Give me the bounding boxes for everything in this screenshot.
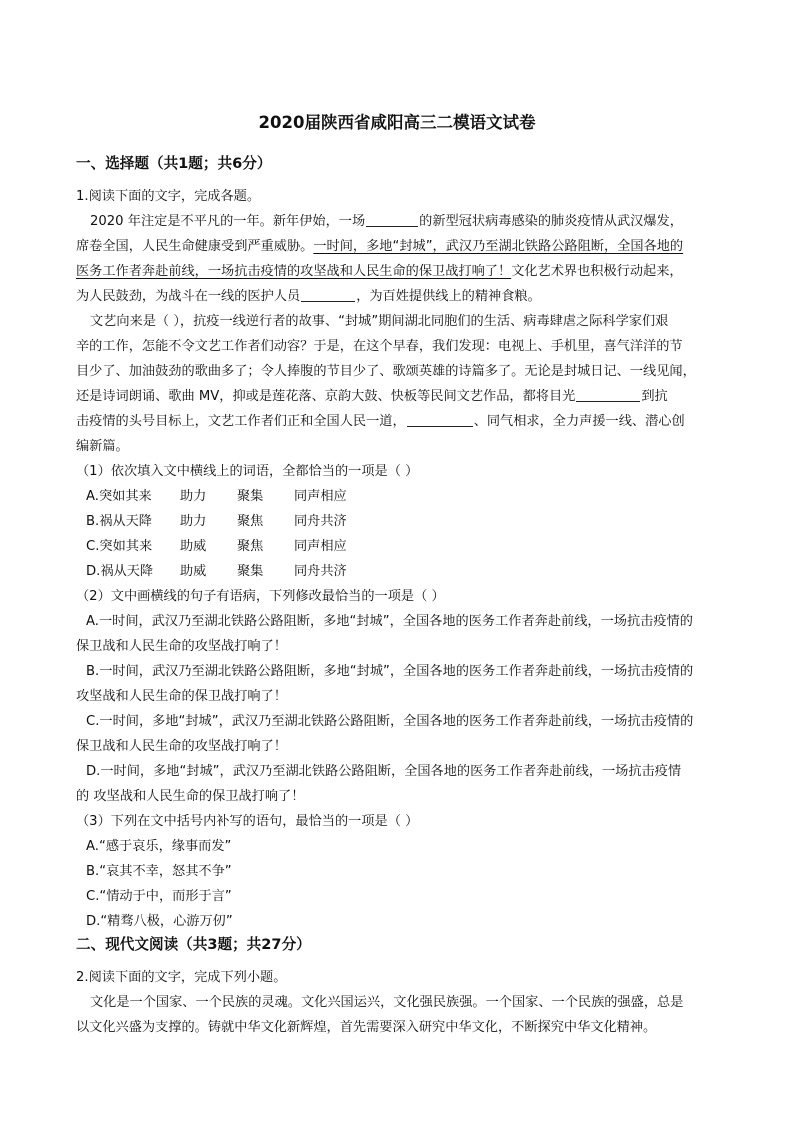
option-word: 同声相应 [294,489,347,504]
passage-line [76,285,726,309]
page-title: 2020届陕西省咸阳高三二模语文试卷 [258,113,536,132]
passage-line [76,385,726,409]
option-word: 同舟共济 [294,564,347,579]
sub-question-2-stem: （2）文中画横线的句子有语病，下列修改最恰当的一项是（ ） [76,589,445,604]
option-C-cont: 保卫战和人民生命的攻坚战打响了！ [76,739,287,754]
passage-line [76,410,726,434]
option-A-cont: 保卫战和人民生命的攻坚战打响了！ [76,639,287,654]
option-D[interactable]: D.“精骛八极，心游万仞” [86,914,233,929]
fill-blank [576,386,640,402]
option-B-cont: 攻坚战和人民生命的保卫战打响了！ [76,689,287,704]
sub-question-1-stem: （1）依次填入文中横线上的词语，全都恰当的一项是（ ） [76,464,419,479]
underlined-sentence: 医务工作者奔赴前线，一场抗击疫情的攻坚战和人民生命的保卫战打响了！ [76,264,512,279]
option-word: D.祸从天降 [86,564,154,579]
passage-line: 辛的工作，怎能不令文艺工作者们动容？于是，在这个早春，我们发现：电视上、手机里，喜气洋洋的节 [76,339,683,354]
passage-line: 文艺向来是（ ），抗疫一线逆行者的故事、“封城”期间湖北同胞们的生活、病毒肆虐之际科学家们艰 [90,314,669,329]
option-word: 助威 [180,539,207,554]
option-A[interactable]: A.一时间，武汉乃至湖北铁路公路阻断，多地“封城”，全国各地的医务工作者奔赴前线，一场抗击疫情的 [86,614,693,629]
passage-text: 、同气相求，全力声援一线、潜心创 [473,414,685,429]
passage-text: 的新型冠状病毒感染的肺炎疫情从武汉爆发， [419,214,683,229]
passage-text: 到抗 [641,389,668,404]
option-word: 聚集 [237,489,264,504]
option-word: B.祸从天降 [86,514,152,529]
option-word: C.突如其来 [86,539,153,554]
option-C[interactable]: C.“情动于中，而形于言” [86,889,232,904]
passage-line: 编新篇。 [76,439,129,454]
passage-text: 2020 年注定是不平凡的一年。新年伊始，一场 [90,214,366,229]
passage-line: 文化是一个国家、一个民族的灵魂。文化兴国运兴，文化强民族强。一个国家、一个民族的强盛，总是 [90,995,684,1010]
option-C[interactable] [86,535,736,559]
section-heading-reading: 二、现代文阅读（共3题；共27分） [76,936,311,953]
option-word: 助威 [180,564,207,579]
passage-text: 文化艺术界也积极行动起来， [511,264,683,279]
passage-text: ，为百姓提供线上的精神食粮。 [356,289,541,304]
fill-blank [366,211,418,227]
option-word: 聚焦 [237,514,264,529]
option-B[interactable]: B.一时间，武汉乃至湖北铁路公路阻断，多地“封城”，全国各地的医务工作者奔赴前线，一场抗击疫情的 [86,664,694,679]
option-C[interactable]: C.一时间，多地“封城”，武汉乃至湖北铁路公路阻断，全国各地的医务工作者奔赴前线，一场抗击疫情的 [86,714,694,729]
fill-blank [301,286,355,302]
passage-line [90,210,740,234]
sub-question-3-stem: （3）下列在文中括号内补写的语句，最恰当的一项是（ ） [76,814,419,829]
option-A[interactable] [86,485,736,509]
option-word: 聚焦 [237,539,264,554]
option-D[interactable] [86,560,736,584]
passage-text: 为人民鼓劲，为战斗在一线的医护人员 [76,289,301,304]
passage-line: 以文化兴盛为支撑的。铸就中华文化新辉煌，首先需要深入研究中华文化，不断探究中华文化精神。 [76,1020,657,1035]
question-1-intro: 1.阅读下面的文字，完成各题。 [76,189,261,204]
option-D[interactable]: D.一时间，多地“封城”，武汉乃至湖北铁路公路阻断，全国各地的医务工作者奔赴前线，一场抗击疫情 [86,764,682,779]
option-word: 助力 [180,489,207,504]
passage-line: 目少了、加油鼓劲的歌曲多了；令人捧腹的节目少了、歌颂英雄的诗篇多了。无论是封城日记、一线见闻， [76,364,696,379]
passage-line [76,260,726,284]
question-2-intro: 2.阅读下面的文字，完成下列小题。 [76,970,287,985]
option-word: A.突如其来 [86,489,152,504]
passage-line [76,235,726,259]
option-B[interactable]: B.“哀其不幸，怒其不争” [86,864,232,879]
option-A[interactable]: A.“感于哀乐，缘事而发” [86,839,232,854]
passage-text: 还是诗词朗诵、歌曲 MV，抑或是莲花落、京韵大鼓、快板等民间文艺作品，都将目光 [76,389,576,404]
option-word: 聚集 [237,564,264,579]
option-word: 助力 [180,514,207,529]
fill-blank [407,411,473,427]
option-D-cont: 的 攻坚战和人民生命的保卫战打响了！ [76,789,305,804]
option-word: 同声相应 [294,539,347,554]
underlined-sentence: 一时间，多地“封城”，武汉乃至湖北铁路公路阻断，全国各地的 [313,239,684,254]
option-word: 同舟共济 [294,514,347,529]
option-B[interactable] [86,510,736,534]
passage-text: 席卷全国，人民生命健康受到严重威胁。 [76,239,314,254]
section-heading-choice: 一、选择题（共1题；共6分） [76,155,272,172]
passage-text: 击疫情的头号目标上，文艺工作者们正和全国人民一道， [76,414,406,429]
